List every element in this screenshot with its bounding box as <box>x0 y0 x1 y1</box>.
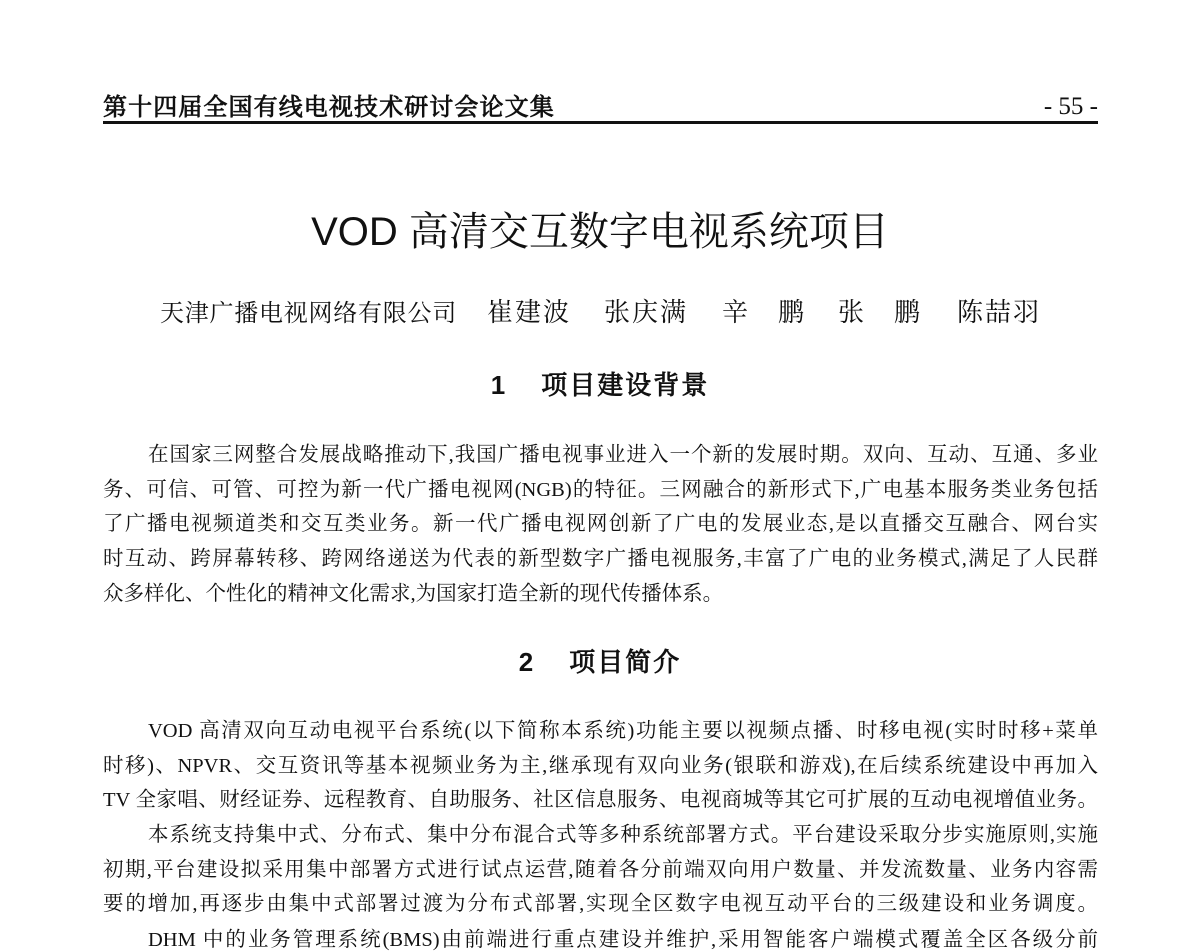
author-name: 张 鹏 <box>838 298 923 328</box>
paragraph <box>103 818 1098 922</box>
header-rule <box>103 121 1098 124</box>
text-line: 了广播电视频道类和交互类业务。新一代广播电视网创新了广电的发展业态,是以直播交互融合、网台实 <box>103 513 1098 536</box>
text-line: 在国家三网整合发展战略推动下,我国广播电视事业进入一个新的发展时期。双向、互动、互通、多业 <box>148 444 1098 466</box>
text-line: 初期,平台建设拟采用集中部署方式进行试点运营,随着各分前端双向用户数量、并发流数量、业务内容需 <box>103 858 1098 881</box>
author-name: 陈喆羽 <box>957 298 1042 328</box>
text-line: 众多样化、个性化的精神文化需求,为国家打造全新的现代传播体系。 <box>103 582 724 605</box>
author-name: 张庆满 <box>604 298 689 328</box>
text-line: 务、可信、可管、可控为新一代广播电视网(NGB)的特征。三网融合的新形式下,广电基本服务类业务包括 <box>103 478 1098 501</box>
section-number: 2 <box>518 647 534 677</box>
author-name: 崔建波 <box>487 298 572 328</box>
section-number: 1 <box>490 370 506 400</box>
paragraph <box>103 928 1098 952</box>
page-number: - 55 - <box>1043 93 1098 120</box>
paragraph <box>103 714 1098 818</box>
author-name: 辛 鹏 <box>722 298 807 328</box>
article-title: VOD 高清交互数字电视系统项目 <box>311 210 889 254</box>
text-line: 本系统支持集中式、分布式、集中分布混合式等多种系统部署方式。平台建设采取分步实施原则,实施 <box>148 824 1098 846</box>
text-line: 时互动、跨屏幕转移、跨网络递送为代表的新型数字广播电视服务,丰富了广电的业务模式,满足了人民群 <box>103 548 1098 571</box>
text-line: DHM 中的业务管理系统(BMS)由前端进行重点建设并维护,采用智能客户端模式覆盖全区各级分前 <box>148 929 1098 951</box>
section-heading <box>0 644 1200 680</box>
section-title: 项目简介 <box>569 647 682 677</box>
text-line: VOD 高清双向互动电视平台系统(以下简称本系统)功能主要以视频点播、时移电视(实时时移+菜单 <box>148 720 1098 742</box>
paragraph <box>103 438 1098 612</box>
text-line: 要的增加,再逐步由集中式部署过渡为分布式部署,实现全区数字电视互动平台的三级建设和业务调度。 <box>103 893 1098 916</box>
journal-title: 第十四届全国有线电视技术研讨会论文集 <box>103 92 555 121</box>
section-heading <box>0 367 1200 403</box>
text-line: TV 全家唱、财经证券、远程教育、自助服务、社区信息服务、电视商城等其它可扩展的互动电视增值业务。 <box>103 789 1098 812</box>
text-line: 时移)、NPVR、交互资讯等基本视频业务为主,继承现有双向业务(银联和游戏),在后续系统建设中再加入 <box>103 754 1098 777</box>
running-header <box>103 92 1098 122</box>
author-affiliation: 天津广播电视网络有限公司 <box>160 299 457 327</box>
section-title: 项目建设背景 <box>541 370 710 400</box>
